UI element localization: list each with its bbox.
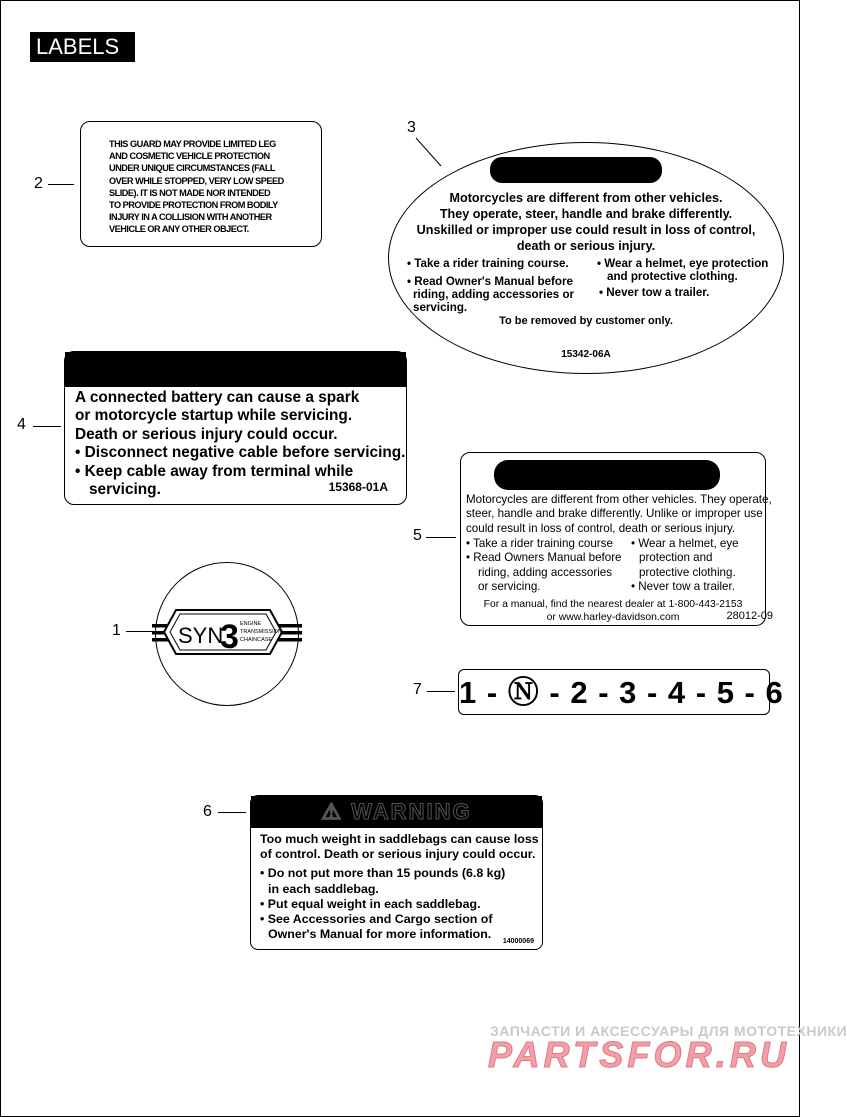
- leader-2: [48, 184, 74, 185]
- gear-pattern-text: 1 - Ⓝ - 2 - 3 - 4 - 5 - 6: [459, 675, 784, 710]
- label-6-code: 14000069: [502, 938, 534, 945]
- label-6-line: • Do not put more than 15 pounds (6.8 kg): [260, 866, 506, 881]
- label-2-line: AND COSMETIC VEHICLE PROTECTION: [109, 151, 270, 162]
- label-6-line: • Put equal weight in each saddlebag.: [260, 896, 481, 911]
- label-5-header-bar: [494, 460, 720, 490]
- label-2-line: TO PROVIDE PROTECTION FROM BODILY: [109, 200, 278, 211]
- label-6-heading: ⚠ WARNING: [321, 799, 472, 824]
- leader-7: [427, 691, 455, 692]
- watermark-tagline: ЗАПЧАСТИ И АКСЕССУАРЫ ДЛЯ МОТОТЕХНИКИ: [490, 1023, 847, 1039]
- label-4-line: Death or serious injury could occur.: [75, 425, 338, 443]
- callout-7: 7: [413, 681, 422, 698]
- label-6-line: • See Accessories and Cargo section of: [260, 912, 493, 927]
- label-1-syn3-logo: [152, 598, 302, 668]
- label-3-bullet: riding, adding accessories or: [413, 288, 575, 301]
- watermark-logo-text: PARTSFOR.RU: [488, 1034, 786, 1075]
- label-4-code: 15368-01A: [328, 480, 388, 494]
- label-4-line: servicing.: [89, 481, 161, 499]
- label-3-line: death or serious injury.: [516, 239, 656, 253]
- callout-4: 4: [17, 416, 26, 433]
- watermark-logo: [488, 1035, 788, 1073]
- syn-text: SYN: [178, 623, 224, 648]
- syn-sub-line: ENGINE: [240, 621, 262, 627]
- label-5-bullet: riding, adding accessories: [478, 565, 613, 579]
- label-5-line: Motorcycles are different from other vehicles. They operate,: [466, 493, 772, 506]
- label-5-bullet: or servicing.: [478, 580, 541, 594]
- label-3-line: Motorcycles are different from other vehicles.: [449, 191, 723, 205]
- label-5-bullet: • Read Owners Manual before: [466, 551, 622, 565]
- label-3-code: 15342-06A: [561, 349, 611, 360]
- leader-3: [412, 134, 444, 168]
- leader-1: [126, 631, 152, 632]
- leader-5: [426, 537, 456, 538]
- label-3-header-bar: [490, 157, 662, 183]
- label-6-saddlebag-warning: [250, 795, 543, 950]
- callout-3: 3: [407, 119, 416, 136]
- label-5-line: could result in loss of control, death or serious injury.: [466, 521, 736, 535]
- label-5-code: 28012-09: [726, 610, 773, 622]
- label-3-bullet: servicing.: [413, 301, 468, 314]
- label-5-footer: For a manual, find the nearest dealer at 1-800-443-2153: [483, 599, 743, 610]
- label-5-line: steer, handle and brake differently. Unlike or improper use: [466, 507, 763, 521]
- label-3-bullet: • Read Owner's Manual before: [407, 275, 573, 288]
- label-5-rider-notice: [460, 452, 773, 626]
- label-5-bullet: • Wear a helmet, eye: [631, 537, 739, 550]
- label-5-bullet: protective clothing.: [639, 565, 736, 579]
- label-3-rider-notice: [388, 142, 784, 374]
- label-5-footer: or www.harley-davidson.com: [546, 612, 680, 623]
- callout-1: 1: [112, 622, 121, 639]
- syn-sub-line: TRANSMISSION: [240, 629, 282, 635]
- label-6-line: in each saddlebag.: [268, 881, 379, 896]
- label-3-bullet: • Never tow a trailer.: [599, 286, 710, 299]
- label-2-line: SLIDE). IT IS NOT MADE NOR INTENDED: [109, 187, 271, 198]
- label-2-line: VEHICLE OR ANY OTHER OBJECT.: [109, 224, 249, 235]
- label-2-line: UNDER UNIQUE CIRCUMSTANCES (FALL: [109, 163, 276, 174]
- syn-sub-line: CHAINCASE: [240, 637, 273, 643]
- label-3-line: They operate, steer, handle and brake differently.: [439, 207, 733, 221]
- label-2-line: THIS GUARD MAY PROVIDE LIMITED LEG: [109, 139, 276, 149]
- leader-4: [33, 426, 61, 427]
- label-4-header-bar: [65, 352, 406, 387]
- label-2-line: OVER WHILE STOPPED, VERY LOW SPEED: [109, 175, 284, 186]
- leader-6: [218, 812, 246, 813]
- label-6-line: Owner's Manual for more information.: [268, 927, 492, 942]
- label-3-footer: To be removed by customer only.: [499, 315, 673, 327]
- label-3-bullet: • Take a rider training course.: [407, 257, 569, 270]
- label-4-line: or motorcycle startup while servicing.: [75, 407, 353, 425]
- label-2-guard-notice: [80, 121, 322, 247]
- label-3-bullet: and protective clothing.: [607, 270, 738, 283]
- syn-number: 3: [220, 618, 239, 656]
- label-5-bullet: • Take a rider training course: [466, 537, 613, 550]
- label-6-line: of control. Death or serious injury could occur.: [260, 847, 536, 862]
- label-3-line: Unskilled or improper use could result in loss of control,: [416, 223, 756, 237]
- label-4-line: • Disconnect negative cable before servicing.: [75, 444, 406, 462]
- callout-6: 6: [203, 803, 212, 820]
- label-7-gear-pattern: [458, 669, 784, 715]
- section-title: LABELS: [30, 32, 135, 62]
- callout-5: 5: [413, 527, 422, 544]
- label-5-bullet: • Never tow a trailer.: [631, 580, 735, 594]
- label-6-line: Too much weight in saddlebags can cause loss: [260, 832, 539, 846]
- callout-2: 2: [34, 175, 43, 192]
- label-2-line: INJURY IN A COLLISION WITH ANOTHER: [109, 212, 272, 223]
- label-4-battery-warning: [64, 351, 407, 505]
- label-4-line: A connected battery can cause a spark: [75, 389, 360, 406]
- label-3-bullet: • Wear a helmet, eye protection: [597, 257, 769, 270]
- label-5-bullet: protection and: [639, 551, 713, 565]
- label-4-line: • Keep cable away from terminal while: [75, 462, 354, 480]
